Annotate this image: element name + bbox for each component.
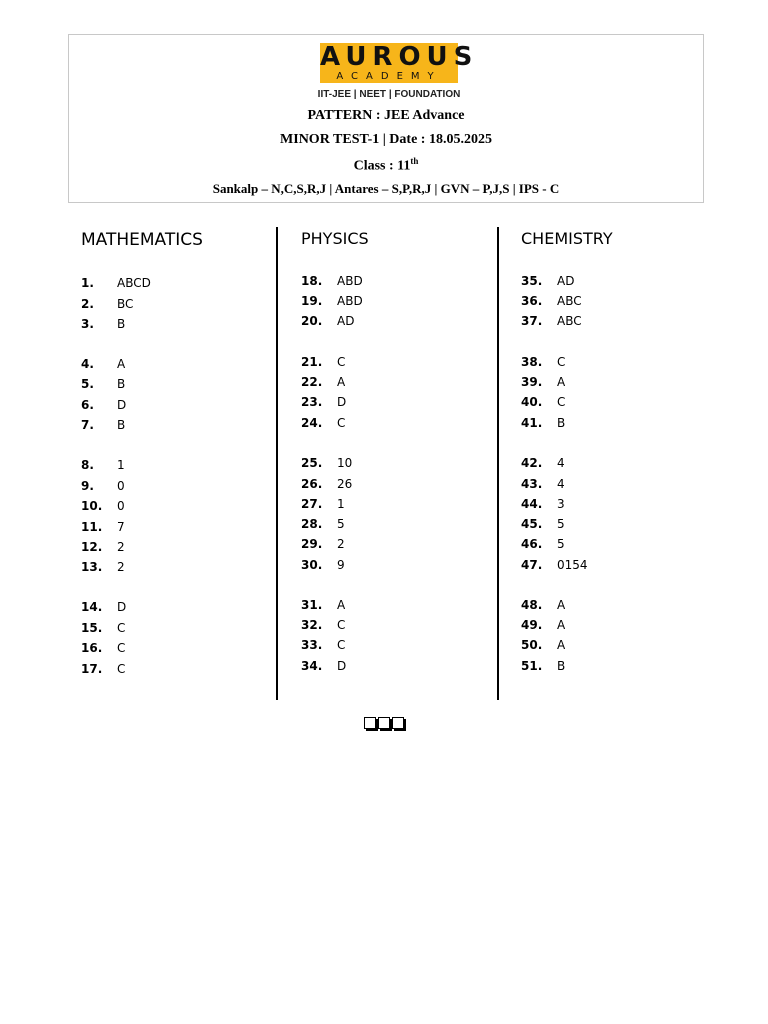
answer-value: B xyxy=(557,659,566,673)
answer-value: A xyxy=(117,357,126,371)
answer-row xyxy=(301,313,481,329)
question-number: 20. xyxy=(301,314,323,328)
answer-value: 2 xyxy=(117,560,125,574)
answer-value: C xyxy=(117,621,126,635)
answer-row xyxy=(81,599,261,615)
question-number: 41. xyxy=(521,416,543,430)
question-number: 15. xyxy=(81,621,103,635)
answer-row xyxy=(521,617,701,633)
answer-row xyxy=(521,354,701,370)
answer-row xyxy=(301,597,481,613)
question-number: 43. xyxy=(521,477,543,491)
answer-row xyxy=(521,658,701,674)
answer-row xyxy=(81,417,261,433)
answer-value: C xyxy=(337,355,346,369)
answer-value: 10 xyxy=(337,456,353,470)
column-title-physics: PHYSICS xyxy=(301,229,369,248)
column-divider xyxy=(497,227,499,700)
question-number: 25. xyxy=(301,456,323,470)
answer-row xyxy=(521,496,701,512)
answer-value: C xyxy=(117,641,126,655)
answer-row xyxy=(301,354,481,370)
question-number: 13. xyxy=(81,560,103,574)
answer-value: C xyxy=(337,416,346,430)
question-number: 31. xyxy=(301,598,323,612)
answer-row xyxy=(301,658,481,674)
answer-value: 5 xyxy=(557,537,565,551)
question-number: 7. xyxy=(81,418,94,432)
answer-value: B xyxy=(117,418,126,432)
question-number: 6. xyxy=(81,398,94,412)
end-of-document-mark xyxy=(364,717,412,731)
square-bullet-icon xyxy=(392,717,404,729)
answer-value: B xyxy=(117,377,126,391)
answer-value: ABD xyxy=(337,294,363,308)
answer-value: ABD xyxy=(337,274,363,288)
answer-row xyxy=(81,519,261,535)
question-number: 19. xyxy=(301,294,323,308)
answer-row xyxy=(301,415,481,431)
class-superscript: th xyxy=(410,156,419,166)
answer-value: C xyxy=(557,395,566,409)
answer-value: D xyxy=(337,659,347,673)
logo-main-text: AUROUS xyxy=(320,42,479,72)
answer-row xyxy=(301,557,481,573)
answer-row xyxy=(521,557,701,573)
test-line: MINOR TEST-1 | Date : 18.05.2025 xyxy=(280,132,492,147)
answer-value: 5 xyxy=(557,517,565,531)
answer-value: 7 xyxy=(117,520,125,534)
square-bullet-icon xyxy=(364,717,376,729)
question-number: 24. xyxy=(301,416,323,430)
question-number: 23. xyxy=(301,395,323,409)
answer-value: A xyxy=(557,375,566,389)
question-number: 33. xyxy=(301,638,323,652)
answer-value: AD xyxy=(557,274,575,288)
question-number: 11. xyxy=(81,520,103,534)
logo-sub-text: ACADEMY xyxy=(336,71,442,82)
answer-value: A xyxy=(557,618,566,632)
question-number: 47. xyxy=(521,558,543,572)
question-number: 9. xyxy=(81,479,94,493)
answer-value: ABC xyxy=(557,314,582,328)
answer-value: D xyxy=(117,600,127,614)
column-title-chemistry: CHEMISTRY xyxy=(521,229,613,248)
answer-value: 2 xyxy=(117,540,125,554)
answer-value: 0 xyxy=(117,499,125,513)
answer-row xyxy=(81,539,261,555)
aurous-logo xyxy=(320,42,479,83)
answer-row xyxy=(81,559,261,575)
question-number: 36. xyxy=(521,294,543,308)
question-number: 26. xyxy=(301,477,323,491)
answer-row xyxy=(301,637,481,653)
question-number: 39. xyxy=(521,375,543,389)
answer-row xyxy=(521,597,701,613)
column-title-mathematics: MATHEMATICS xyxy=(81,230,203,250)
class-line xyxy=(120,156,652,175)
answer-row xyxy=(301,374,481,390)
answer-row xyxy=(301,476,481,492)
answer-row xyxy=(521,394,701,410)
answer-row xyxy=(521,455,701,471)
question-number: 1. xyxy=(81,276,94,290)
answer-row xyxy=(521,637,701,653)
answer-value: 0 xyxy=(117,479,125,493)
question-number: 10. xyxy=(81,499,103,513)
answer-value: C xyxy=(337,618,346,632)
question-number: 48. xyxy=(521,598,543,612)
answer-value: C xyxy=(117,662,126,676)
answer-row xyxy=(301,273,481,289)
answer-row xyxy=(521,313,701,329)
question-number: 21. xyxy=(301,355,323,369)
question-number: 42. xyxy=(521,456,543,470)
question-number: 14. xyxy=(81,600,103,614)
question-number: 51. xyxy=(521,659,543,673)
answer-value: 2 xyxy=(337,537,345,551)
answer-row xyxy=(521,536,701,552)
class-label: Class : 11 xyxy=(353,158,411,174)
answer-value: A xyxy=(337,598,346,612)
answer-row xyxy=(301,516,481,532)
answer-value: ABCD xyxy=(117,276,151,290)
answer-row xyxy=(521,516,701,532)
answer-value: C xyxy=(337,638,346,652)
answer-row xyxy=(81,620,261,636)
answer-value: C xyxy=(557,355,566,369)
answer-value: 9 xyxy=(337,558,345,572)
answer-row xyxy=(301,496,481,512)
question-number: 40. xyxy=(521,395,543,409)
question-number: 18. xyxy=(301,274,323,288)
answer-value: 26 xyxy=(337,477,353,491)
pattern-line: PATTERN : JEE Advance xyxy=(307,108,465,123)
answer-row xyxy=(521,374,701,390)
answer-row xyxy=(81,316,261,332)
answer-value: D xyxy=(337,395,347,409)
question-number: 4. xyxy=(81,357,94,371)
question-number: 49. xyxy=(521,618,543,632)
answer-row xyxy=(81,457,261,473)
question-number: 3. xyxy=(81,317,94,331)
question-number: 44. xyxy=(521,497,543,511)
answer-row xyxy=(81,356,261,372)
answer-row xyxy=(301,617,481,633)
question-number: 32. xyxy=(301,618,323,632)
answer-row xyxy=(81,661,261,677)
question-number: 27. xyxy=(301,497,323,511)
answer-value: B xyxy=(117,317,126,331)
answer-value: 3 xyxy=(557,497,565,511)
answer-row xyxy=(81,296,261,312)
answer-row xyxy=(81,478,261,494)
question-number: 50. xyxy=(521,638,543,652)
question-number: 38. xyxy=(521,355,543,369)
answer-value: 1 xyxy=(337,497,345,511)
question-number: 8. xyxy=(81,458,94,472)
batches-line: Sankalp – N,C,S,R,J | Antares – S,P,R,J | GVN – P,J,S | IPS - C xyxy=(212,181,560,196)
answer-row xyxy=(301,394,481,410)
answer-row xyxy=(301,293,481,309)
answer-row xyxy=(81,498,261,514)
answer-value: 5 xyxy=(337,517,345,531)
answer-row xyxy=(521,293,701,309)
answer-row xyxy=(521,415,701,431)
answer-row xyxy=(301,455,481,471)
column-divider xyxy=(276,227,278,700)
question-number: 34. xyxy=(301,659,323,673)
question-number: 16. xyxy=(81,641,103,655)
question-number: 12. xyxy=(81,540,103,554)
answer-value: A xyxy=(557,598,566,612)
question-number: 29. xyxy=(301,537,323,551)
question-number: 35. xyxy=(521,274,543,288)
question-number: 37. xyxy=(521,314,543,328)
question-number: 30. xyxy=(301,558,323,572)
answer-row xyxy=(521,273,701,289)
answer-value: BC xyxy=(117,297,134,311)
answer-value: 1 xyxy=(117,458,125,472)
question-number: 2. xyxy=(81,297,94,311)
answer-value: D xyxy=(117,398,127,412)
answer-row xyxy=(81,275,261,291)
question-number: 46. xyxy=(521,537,543,551)
answer-row xyxy=(81,376,261,392)
answer-value: 4 xyxy=(557,456,565,470)
answer-row xyxy=(81,640,261,656)
answer-value: 0154 xyxy=(557,558,588,572)
question-number: 45. xyxy=(521,517,543,531)
answer-value: AD xyxy=(337,314,355,328)
answer-row xyxy=(301,536,481,552)
question-number: 5. xyxy=(81,377,94,391)
answer-value: A xyxy=(337,375,346,389)
question-number: 17. xyxy=(81,662,103,676)
answer-value: 4 xyxy=(557,477,565,491)
question-number: 28. xyxy=(301,517,323,531)
answer-row xyxy=(521,476,701,492)
answer-value: B xyxy=(557,416,566,430)
square-bullet-icon xyxy=(378,717,390,729)
answer-value: A xyxy=(557,638,566,652)
tagline: IIT-JEE | NEET | FOUNDATION xyxy=(317,89,461,100)
answer-row xyxy=(81,397,261,413)
answer-value: ABC xyxy=(557,294,582,308)
question-number: 22. xyxy=(301,375,323,389)
